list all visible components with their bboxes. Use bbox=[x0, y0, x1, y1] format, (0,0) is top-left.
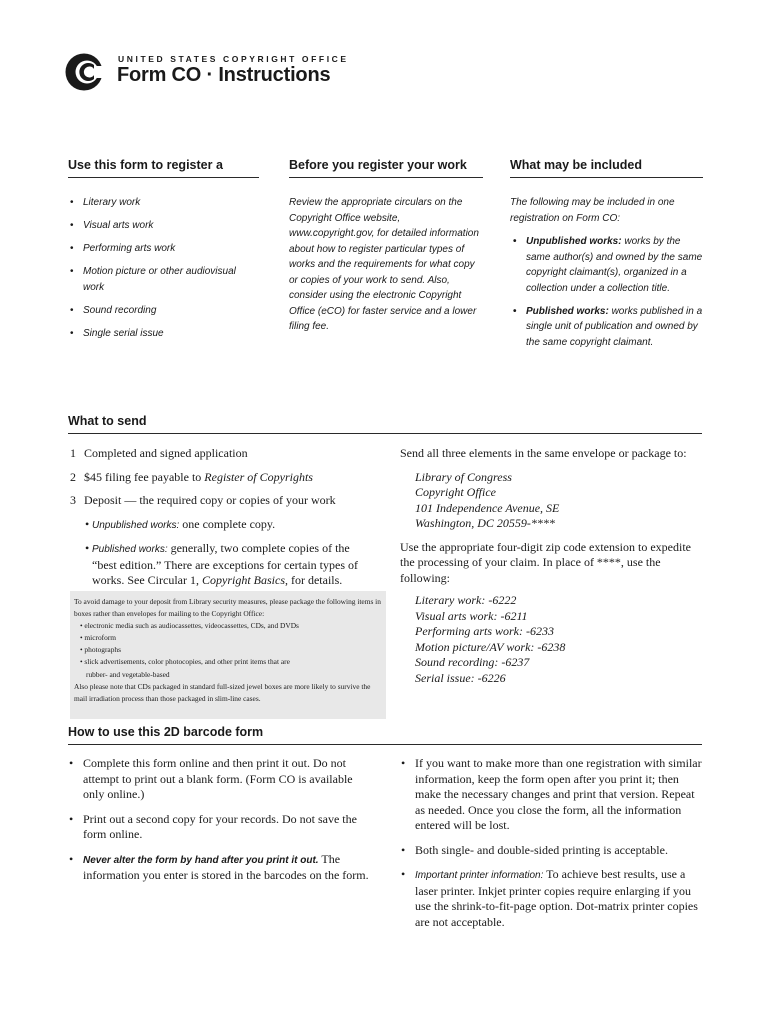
before-text: Review the appropriate circulars on the Copyright Office website, www.copyright.gov, for detailed information about how to register particular types of works and the requirements for what copy or copies of your work to send. Also, consider using the electronic Copyright Office (eCO) for faster service and a lower filing fee. bbox=[289, 197, 479, 332]
list-item bbox=[68, 852, 373, 884]
register-column bbox=[68, 158, 259, 349]
zip-code-line: Serial issue: -6226 bbox=[415, 670, 506, 685]
address-line: Copyright Office bbox=[415, 485, 496, 499]
barcode-right bbox=[400, 756, 705, 939]
list-item bbox=[70, 517, 370, 534]
barcode-heading: How to use this 2D barcode form bbox=[68, 725, 702, 745]
list-item bbox=[400, 867, 705, 930]
list-item: • If you want to make more than one registration with similar information, keep the form open after you print it; then make the necessary changes and print that version. Repeat as needed. Once you close the form, all the information entered will be lost. bbox=[400, 756, 705, 834]
included-list bbox=[510, 234, 703, 350]
barcode-left-list bbox=[68, 756, 373, 884]
zip-code-line: Literary work: -6222 bbox=[415, 593, 517, 607]
item-lead: Unpublished works: bbox=[92, 519, 180, 531]
before-heading: Before you register your work bbox=[289, 158, 483, 178]
included-heading: What may be included bbox=[510, 158, 703, 178]
copyright-office-logo-icon bbox=[64, 52, 104, 92]
list-item: • Both single- and double-sided printing is acceptable. bbox=[400, 843, 705, 859]
item-text: Completed and signed application bbox=[84, 446, 248, 460]
what-to-send-right bbox=[400, 446, 702, 686]
included-column bbox=[510, 158, 703, 358]
mail-intro: Send all three elements in the same envelope or package to: bbox=[400, 446, 687, 460]
list-item: • Motion picture or other audiovisual work bbox=[68, 264, 259, 295]
item-text: generally, two complete copies of the “best edition.” There are exceptions for certain types of works. See Circular 1, bbox=[92, 541, 358, 587]
deposit-list bbox=[70, 517, 370, 589]
item-text: works published in a single unit of publication and owned by the same copyright claimant. bbox=[526, 305, 703, 348]
item-lead: Unpublished works: bbox=[526, 236, 622, 247]
zip-instructions: Use the appropriate four-digit zip code extension to expedite the processing of your claim. In place of ****, use the following: bbox=[400, 539, 691, 585]
list-item bbox=[70, 541, 370, 589]
address-line: Library of Congress bbox=[415, 469, 512, 484]
item-number: 2 bbox=[70, 469, 76, 484]
what-to-send-left bbox=[70, 446, 370, 597]
what-to-send-heading: What to send bbox=[68, 414, 702, 434]
notice-item: • photographs bbox=[80, 645, 121, 655]
list-item bbox=[70, 470, 370, 486]
item-number: 1 bbox=[70, 446, 76, 460]
list-item bbox=[70, 493, 370, 509]
item-lead: Published works: bbox=[92, 544, 168, 555]
list-item: • Sound recording bbox=[68, 303, 259, 319]
address-line: Washington, DC 20559-**** bbox=[415, 516, 555, 530]
item-lead: Never alter the form by hand after you print it out. bbox=[83, 854, 319, 866]
zip-code-line: Motion picture/AV work: -6238 bbox=[415, 639, 566, 654]
item-text: To achieve best results, use a laser printer. Inkjet printer copies require enlarging if you use the shrink-to-fit-page option. Dot-matrix printer copies are not acceptable. bbox=[415, 867, 698, 929]
list-item: • Complete this form online and then print it out. Do not attempt to print out a blank form. (Form CO is available only online.) bbox=[68, 756, 373, 803]
list-item: • Single serial issue bbox=[68, 326, 259, 342]
mailing-address bbox=[400, 470, 702, 532]
notice-item-continued: rubber- and vegetable-based bbox=[86, 669, 170, 679]
zip-code-line: Sound recording: -6237 bbox=[415, 655, 530, 669]
list-item: • Print out a second copy for your records. Do not save the form online. bbox=[68, 812, 373, 843]
included-intro: The following may be included in one registration on Form CO: bbox=[510, 197, 675, 224]
item-text: $45 filing fee payable to bbox=[84, 469, 205, 484]
register-heading: Use this form to register a bbox=[68, 158, 259, 178]
zip-code-line: Performing arts work: -6233 bbox=[415, 624, 554, 638]
item-lead: Published works: bbox=[526, 305, 609, 317]
list-item: • Literary work bbox=[68, 195, 259, 211]
list-item bbox=[70, 446, 370, 462]
packaging-notice bbox=[70, 591, 386, 719]
list-item bbox=[510, 304, 703, 351]
item-text: Deposit — the required copy or copies of your work bbox=[84, 493, 336, 507]
item-number: 3 bbox=[70, 493, 76, 507]
list-item: • Performing arts work bbox=[68, 241, 259, 257]
address-line: 101 Independence Avenue, SE bbox=[415, 500, 560, 515]
notice-item: • microform bbox=[80, 633, 117, 643]
page-title: Form CO · Instructions bbox=[117, 64, 331, 86]
notice-outro: Also please note that CDs packaged in standard full-sized jewel boxes are more likely to survive the mail irradiation process than those packaged in slim-line cases. bbox=[74, 681, 371, 703]
agency-name: UNITED STATES COPYRIGHT OFFICE bbox=[118, 54, 349, 64]
item-text: , for details. bbox=[284, 573, 343, 587]
notice-item: • slick advertisements, color photocopies, and other print items that are bbox=[80, 657, 290, 667]
item-text: one complete copy. bbox=[179, 516, 276, 531]
item-lead: Important printer information: bbox=[415, 870, 544, 881]
notice-intro: To avoid damage to your deposit from Library security measures, please package the following items in boxes rather than envelopes for mailing to the Copyright Office: bbox=[74, 597, 381, 619]
barcode-left bbox=[68, 756, 373, 893]
register-list bbox=[68, 195, 259, 341]
notice-item: • electronic media such as audiocassettes, videocassettes, CDs, and DVDs bbox=[80, 621, 299, 631]
list-item: • Visual arts work bbox=[68, 218, 259, 234]
list-item bbox=[510, 234, 703, 296]
zip-codes bbox=[400, 593, 702, 686]
item-italic: Copyright Basics bbox=[201, 573, 285, 587]
barcode-right-list bbox=[400, 756, 705, 930]
before-column bbox=[289, 158, 483, 335]
item-text: works by the same author(s) and owned by the same copyright claimant(s), organized in a collection under a collection title. bbox=[526, 236, 703, 294]
item-text: The information you enter is stored in the barcodes on the form. bbox=[83, 851, 369, 882]
item-italic: Register of Copyrights bbox=[204, 469, 313, 484]
zip-code-line: Visual arts work: -6211 bbox=[415, 608, 528, 623]
